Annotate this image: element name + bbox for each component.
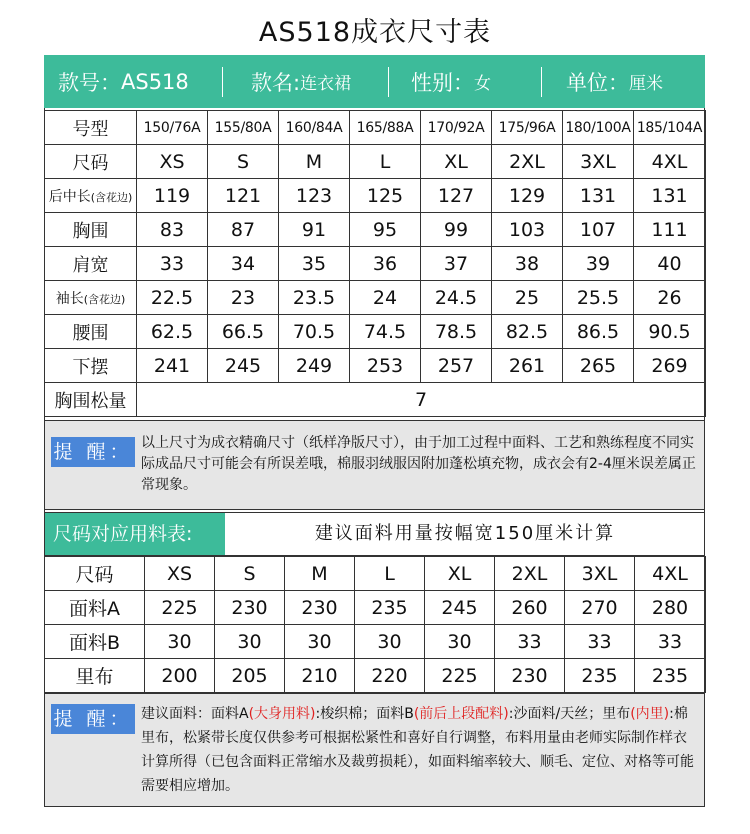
reminder-box <box>44 420 705 510</box>
table-cell: XL <box>421 145 492 179</box>
fabric-subtitle: 建议面料用量按幅宽150厘米计算 <box>314 523 616 544</box>
table-cell: 30 <box>215 625 285 659</box>
style-number-label: 款号： <box>58 70 121 95</box>
table-cell: 230 <box>285 591 355 625</box>
table-cell: 34 <box>208 247 279 281</box>
unit-label: 单位： <box>566 70 629 95</box>
table-cell: 245 <box>208 349 279 383</box>
table-cell: 175/96A <box>492 111 563 145</box>
fabric-header <box>44 512 705 556</box>
table-cell: 225 <box>425 659 495 693</box>
fabric-table <box>44 556 706 693</box>
table-cell: 87 <box>208 213 279 247</box>
table-cell: 245 <box>425 591 495 625</box>
fabric-note-highlight: (前后上段配料) <box>413 706 509 722</box>
table-cell: 270 <box>565 591 635 625</box>
header-bar <box>44 55 705 108</box>
table-cell: 33 <box>565 625 635 659</box>
table-cell: 3XL <box>563 145 634 179</box>
table-row <box>45 179 706 213</box>
table-cell: 33 <box>137 247 208 281</box>
table-cell: 86.5 <box>563 315 634 349</box>
table-cell: 260 <box>495 591 565 625</box>
table-cell: 38 <box>492 247 563 281</box>
table-cell: 210 <box>285 659 355 693</box>
table-cell: 235 <box>565 659 635 693</box>
table-row <box>45 145 706 179</box>
table-cell: 62.5 <box>137 315 208 349</box>
table-cell: 249 <box>279 349 350 383</box>
table-cell: 22.5 <box>137 281 208 315</box>
fabric-reminder-tag: 提 醒： <box>51 704 135 734</box>
style-name-value: 连衣裙 <box>300 74 352 94</box>
table-cell: 269 <box>634 349 706 383</box>
unit <box>542 55 702 108</box>
ease-row <box>45 383 706 417</box>
row-label-text: 号型 <box>72 118 109 140</box>
table-cell: 23.5 <box>279 281 350 315</box>
table-cell: 3XL <box>565 557 635 591</box>
table-cell: 91 <box>279 213 350 247</box>
table-cell: 26 <box>634 281 706 315</box>
table-cell: 155/80A <box>208 111 279 145</box>
table-cell: 90.5 <box>634 315 706 349</box>
row-label-text: 袖长 <box>55 291 84 307</box>
table-row <box>45 659 706 693</box>
table-cell: 127 <box>421 179 492 213</box>
table-cell: 170/92A <box>421 111 492 145</box>
row-label <box>45 349 137 383</box>
fabric-note-part: 建议面料：面料A <box>141 706 249 722</box>
style-name <box>223 55 388 108</box>
table-cell: 24 <box>350 281 421 315</box>
table-cell: 4XL <box>635 557 706 591</box>
table-cell: S <box>208 145 279 179</box>
table-row <box>45 625 706 659</box>
table-cell: 30 <box>425 625 495 659</box>
row-label <box>45 213 137 247</box>
table-cell: 24.5 <box>421 281 492 315</box>
table-cell: 121 <box>208 179 279 213</box>
table-cell: 123 <box>279 179 350 213</box>
row-label <box>45 179 137 213</box>
table-cell: 70.5 <box>279 315 350 349</box>
table-cell: 74.5 <box>350 315 421 349</box>
table-row <box>45 111 706 145</box>
table-cell: 30 <box>285 625 355 659</box>
table-cell: 95 <box>350 213 421 247</box>
table-row <box>45 591 706 625</box>
table-cell: 25.5 <box>563 281 634 315</box>
gender-value: 女 <box>474 74 491 94</box>
table-cell: XL <box>425 557 495 591</box>
table-cell: 103 <box>492 213 563 247</box>
table-cell: 235 <box>355 591 425 625</box>
table-cell: 2XL <box>495 557 565 591</box>
table-cell: 131 <box>563 179 634 213</box>
table-cell: 82.5 <box>492 315 563 349</box>
table-cell: 230 <box>495 659 565 693</box>
table-cell: 225 <box>145 591 215 625</box>
row-label <box>45 315 137 349</box>
row-label: 尺码 <box>45 557 145 591</box>
row-label <box>45 145 137 179</box>
table-cell: 125 <box>350 179 421 213</box>
fabric-title: 尺码对应用料表: <box>45 513 225 555</box>
table-row <box>45 349 706 383</box>
table-cell: 220 <box>355 659 425 693</box>
table-row <box>45 247 706 281</box>
table-row <box>45 281 706 315</box>
ease-label: 胸围松量 <box>45 383 137 417</box>
table-cell: 39 <box>563 247 634 281</box>
row-label-text: 胸围 <box>72 220 109 242</box>
table-cell: L <box>355 557 425 591</box>
table-cell: 119 <box>137 179 208 213</box>
table-cell: 185/104A <box>634 111 706 145</box>
table-cell: 30 <box>355 625 425 659</box>
reminder-text: 以上尺寸为成衣精确尺寸（纸样净版尺寸），由于加工过程中面料、工艺和熟练程度不同实际成品尺寸可能会有所误差哦，棉服羽绒服因附加蓬松填充物，成衣会有2-4厘米误差属正常现象。 <box>141 435 696 493</box>
row-label: 面料A <box>45 591 145 625</box>
table-cell: XS <box>145 557 215 591</box>
row-label-text: 腰围 <box>72 322 109 344</box>
table-cell: 30 <box>145 625 215 659</box>
table-cell: 23 <box>208 281 279 315</box>
table-row <box>45 213 706 247</box>
fabric-note-part: :棉里布，松紧带长度仅供参考可根据松紧性和喜好自行调整，布料用量由老师实际制作样衣计算所得（已包含面料正常缩水及裁剪损耗），如面料缩率较大、顺毛、定位、对格等可能需要相应增加。 <box>141 706 694 794</box>
table-cell: 2XL <box>492 145 563 179</box>
row-label-text: 肩宽 <box>72 254 109 276</box>
table-cell: 25 <box>492 281 563 315</box>
table-cell: 257 <box>421 349 492 383</box>
fabric-note-highlight: (内里) <box>630 706 670 722</box>
table-cell: 40 <box>634 247 706 281</box>
table-cell: 78.5 <box>421 315 492 349</box>
table-cell: 111 <box>634 213 706 247</box>
table-row <box>45 315 706 349</box>
table-cell: 235 <box>635 659 706 693</box>
fabric-reminder-box <box>44 693 705 807</box>
fabric-note-part: :沙面料/天丝；里布 <box>508 706 631 722</box>
table-cell: M <box>279 145 350 179</box>
table-cell: 66.5 <box>208 315 279 349</box>
table-cell: 83 <box>137 213 208 247</box>
fabric-reminder-text <box>141 702 697 798</box>
style-number-value: AS518 <box>121 69 189 94</box>
table-cell: 160/84A <box>279 111 350 145</box>
table-cell: 200 <box>145 659 215 693</box>
table-cell: 33 <box>495 625 565 659</box>
row-label: 面料B <box>45 625 145 659</box>
table-cell: 205 <box>215 659 285 693</box>
table-cell: 36 <box>350 247 421 281</box>
table-cell: 33 <box>635 625 706 659</box>
reminder-tag: 提 醒： <box>51 437 135 467</box>
row-label <box>45 281 137 315</box>
style-number <box>44 55 222 108</box>
row-label-text: 下摆 <box>72 356 109 378</box>
row-label-text: 尺码 <box>72 152 109 174</box>
table-cell: XS <box>137 145 208 179</box>
unit-value: 厘米 <box>629 74 663 94</box>
table-cell: 131 <box>634 179 706 213</box>
ease-value: 7 <box>137 383 706 417</box>
table-cell: 180/100A <box>563 111 634 145</box>
table-cell: 241 <box>137 349 208 383</box>
table-cell: 261 <box>492 349 563 383</box>
table-cell: 37 <box>421 247 492 281</box>
table-cell: 129 <box>492 179 563 213</box>
table-cell: 253 <box>350 349 421 383</box>
table-cell: 99 <box>421 213 492 247</box>
page-title: AS518成衣尺寸表 <box>258 17 492 48</box>
row-label-note: (含花边) <box>83 293 126 306</box>
style-name-label: 款名: <box>251 70 301 95</box>
table-cell: M <box>285 557 355 591</box>
gender <box>389 55 541 108</box>
table-cell: 35 <box>279 247 350 281</box>
table-cell: 265 <box>563 349 634 383</box>
row-label-text: 后中长 <box>48 189 91 205</box>
row-label-note: (含花边) <box>90 191 133 204</box>
table-cell: 107 <box>563 213 634 247</box>
fabric-note-highlight: (大身用料) <box>248 706 316 722</box>
table-cell: 165/88A <box>350 111 421 145</box>
table-row <box>45 557 706 591</box>
row-label <box>45 111 137 145</box>
table-cell: S <box>215 557 285 591</box>
table-cell: L <box>350 145 421 179</box>
table-cell: 4XL <box>634 145 706 179</box>
gender-label: 性别： <box>411 70 474 95</box>
row-label <box>45 247 137 281</box>
row-label: 里布 <box>45 659 145 693</box>
fabric-note-part: :梭织棉；面料B <box>315 706 414 722</box>
table-cell: 280 <box>635 591 706 625</box>
table-cell: 150/76A <box>137 111 208 145</box>
table-cell: 230 <box>215 591 285 625</box>
size-table <box>44 110 706 417</box>
